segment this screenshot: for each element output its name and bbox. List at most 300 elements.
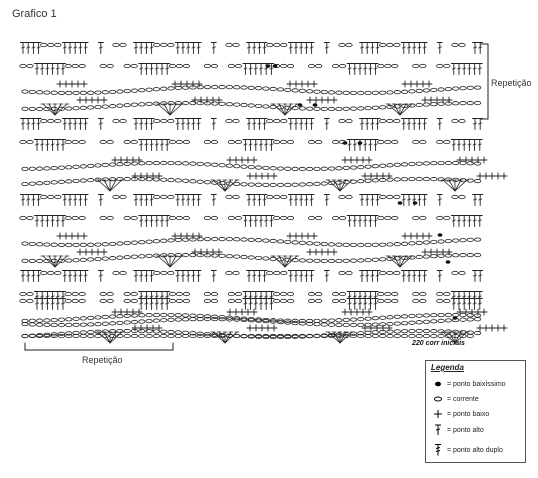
- double-crochet-stitch: [45, 64, 50, 75]
- chain-stitch: [197, 334, 203, 337]
- double-crochet-stitch: [375, 119, 380, 130]
- chain-stitch: [401, 334, 407, 337]
- chain-stitch: [431, 177, 437, 180]
- chain-stitch: [474, 86, 480, 89]
- double-crochet-stitch: [462, 64, 467, 75]
- single-crochet-stitch: [57, 233, 63, 239]
- single-crochet-stitch: [77, 249, 83, 255]
- chain-stitch: [66, 91, 72, 94]
- chain-stitch: [380, 119, 386, 122]
- chain-stitch: [413, 216, 419, 219]
- single-crochet-stitch: [501, 325, 507, 331]
- chain-stitch: [182, 162, 188, 165]
- chain-stitch: [20, 140, 26, 143]
- double-crochet-stitch: [165, 64, 170, 75]
- chain-stitch: [109, 242, 115, 245]
- double-crochet-stitch: [248, 64, 253, 75]
- chain-stitch: [197, 101, 203, 104]
- single-crochet-stitch: [305, 81, 311, 87]
- double-crochet-stitch: [473, 43, 478, 54]
- double-crochet-stitch: [165, 299, 170, 310]
- chain-stitch: [394, 322, 400, 325]
- chain-stitch: [314, 182, 320, 185]
- legend-item-slip-stitch: [431, 378, 506, 390]
- chain-stitch: [44, 167, 50, 170]
- double-crochet-stitch: [373, 216, 378, 227]
- chain-stitch: [73, 323, 79, 326]
- chain-stitch: [413, 292, 419, 295]
- chain-stitch: [113, 195, 119, 198]
- single-crochet-stitch: [81, 81, 87, 87]
- single-crochet-stitch: [362, 173, 368, 179]
- double-crochet-stitch: [360, 43, 365, 54]
- chain-stitch: [161, 271, 167, 274]
- chain-stitch: [365, 91, 371, 94]
- fan-stitch: [334, 180, 340, 191]
- chain-stitch: [204, 163, 210, 166]
- chain-stitch: [65, 292, 71, 295]
- chain-stitch: [161, 313, 167, 316]
- double-crochet-stitch: [55, 299, 60, 310]
- double-crochet-stitch: [134, 195, 139, 206]
- chain-stitch: [445, 102, 451, 105]
- chain-stitch: [307, 90, 313, 93]
- chain-stitch: [423, 162, 429, 165]
- chain-stitch: [235, 140, 241, 143]
- chain-stitch: [44, 243, 50, 246]
- chain-stitch: [176, 216, 182, 219]
- chain-stitch: [372, 331, 378, 334]
- chain-stitch: [113, 271, 119, 274]
- chain-stitch: [226, 85, 232, 88]
- chain-stitch: [27, 292, 33, 295]
- slip-stitch: [446, 260, 451, 264]
- single-crochet-stitch: [319, 249, 325, 255]
- chain-stitch: [36, 323, 42, 326]
- single-crochet-stitch: [368, 173, 374, 179]
- chain-stitch: [109, 256, 115, 259]
- chain-stitch: [65, 64, 71, 67]
- double-crochet-stitch: [144, 216, 149, 227]
- chain-stitch: [467, 162, 473, 165]
- chain-stitch: [102, 243, 108, 246]
- chain-stitch: [453, 313, 459, 316]
- single-crochet-stitch: [63, 233, 69, 239]
- double-crochet-stitch: [40, 299, 45, 310]
- chain-stitch: [95, 334, 101, 337]
- chain-stitch: [314, 334, 320, 337]
- chain-stitch: [343, 318, 349, 321]
- chain-stitch: [146, 313, 152, 316]
- chain-stitch: [299, 322, 305, 325]
- double-crochet-stitch: [175, 271, 180, 282]
- chain-stitch: [88, 91, 94, 94]
- chain-stitch: [474, 238, 480, 241]
- double-crochet-stitch: [62, 195, 67, 206]
- chain-stitch: [423, 177, 429, 180]
- chain-stitch: [100, 64, 106, 67]
- double-crochet-stitch: [247, 271, 252, 282]
- double-crochet-stitch: [472, 64, 477, 75]
- double-crochet-stitch: [247, 119, 252, 130]
- single-crochet-stitch: [348, 157, 354, 163]
- chain-stitch: [211, 64, 217, 67]
- chain-stitch: [124, 64, 130, 67]
- double-crochet-stitch: [358, 64, 363, 75]
- chain-stitch: [36, 182, 42, 185]
- double-crochet-stitch: [40, 216, 45, 227]
- chain-stitch: [36, 319, 42, 322]
- chain-stitch: [211, 216, 217, 219]
- chain-stitch: [228, 299, 234, 302]
- chain-stitch: [182, 86, 188, 89]
- single-crochet-icon: [431, 408, 445, 420]
- double-crochet-stitch: [134, 119, 139, 130]
- chain-stitch: [161, 334, 167, 337]
- chain-stitch: [22, 167, 28, 170]
- double-crochet-stitch: [375, 271, 380, 282]
- chain-stitch: [139, 329, 145, 332]
- single-crochet-stitch: [489, 325, 495, 331]
- chain-stitch: [212, 317, 218, 320]
- chain-stitch: [401, 315, 407, 318]
- chain-stitch: [315, 299, 321, 302]
- chain-stitch: [445, 330, 451, 333]
- chain-stitch: [153, 330, 159, 333]
- chain-stitch: [274, 43, 280, 46]
- chain-stitch: [292, 167, 298, 170]
- single-crochet-stitch: [95, 97, 101, 103]
- chain-stitch: [22, 334, 28, 337]
- chain-stitch: [321, 259, 327, 262]
- chain-stitch: [248, 86, 254, 89]
- double-crochet-stitch: [149, 195, 154, 206]
- chain-stitch: [168, 178, 174, 181]
- chain-stitch: [299, 183, 305, 186]
- chain-stitch: [350, 91, 356, 94]
- double-crochet-stitch: [358, 140, 363, 151]
- chain-stitch: [234, 86, 240, 89]
- chain-stitch: [73, 91, 79, 94]
- chain-icon: [431, 393, 445, 405]
- chain-stitch: [120, 271, 126, 274]
- chain-stitch: [22, 259, 28, 262]
- double-crochet-stitch: [31, 271, 36, 282]
- chain-stitch: [343, 107, 349, 110]
- chain-stitch: [183, 292, 189, 295]
- double-crochet-stitch: [139, 64, 144, 75]
- chain-stitch: [146, 240, 152, 243]
- fan-stitch: [110, 180, 122, 191]
- chain-stitch: [287, 216, 293, 219]
- chain-stitch: [292, 321, 298, 324]
- double-crochet-stitch: [191, 195, 196, 206]
- chain-stitch: [241, 255, 247, 258]
- chain-stitch: [117, 242, 123, 245]
- slip-stitch: [313, 103, 318, 107]
- slip-stitch: [438, 233, 443, 237]
- chain-stitch: [22, 242, 28, 245]
- chain-stitch: [124, 89, 130, 92]
- chain-stitch: [387, 316, 393, 319]
- chain-stitch: [48, 119, 54, 122]
- chain-stitch: [445, 161, 451, 164]
- chain-stitch: [176, 64, 182, 67]
- chain-stitch: [124, 255, 130, 258]
- chain-stitch: [161, 239, 167, 242]
- chain-stitch: [380, 91, 386, 94]
- chain-stitch: [420, 140, 426, 143]
- chain-stitch: [460, 87, 466, 90]
- chain-stitch: [80, 165, 86, 168]
- chain-stitch: [474, 253, 480, 256]
- single-crochet-stitch: [63, 81, 69, 87]
- chain-stitch: [79, 292, 85, 295]
- double-crochet-stitch: [144, 271, 149, 282]
- chain-stitch: [36, 107, 42, 110]
- chain-stitch: [358, 259, 364, 262]
- chain-stitch: [241, 86, 247, 89]
- chain-stitch: [102, 330, 108, 333]
- double-crochet-stitch: [36, 271, 41, 282]
- double-crochet-stitch: [149, 140, 154, 151]
- chain-stitch: [219, 164, 225, 167]
- chain-stitch: [117, 314, 123, 317]
- chain-stitch: [190, 317, 196, 320]
- chain-stitch: [107, 299, 113, 302]
- chain-stitch: [233, 271, 239, 274]
- double-crochet-stitch: [139, 43, 144, 54]
- double-crochet-stitch: [196, 119, 201, 130]
- chain-stitch: [226, 237, 232, 240]
- double-crochet-stitch: [365, 43, 370, 54]
- chain-stitch: [51, 91, 57, 94]
- chain-stitch: [339, 271, 345, 274]
- double-crochet-stitch: [294, 195, 299, 206]
- chain-stitch: [72, 292, 78, 295]
- chain-stitch: [153, 334, 159, 337]
- chain-stitch: [401, 329, 407, 332]
- double-crochet-stitch: [248, 216, 253, 227]
- chain-stitch: [459, 43, 465, 46]
- chain-stitch: [343, 323, 349, 326]
- single-crochet-stitch: [342, 309, 348, 315]
- double-crochet-stitch: [264, 140, 269, 151]
- double-crochet-stitch: [259, 140, 264, 151]
- chain-stitch: [321, 90, 327, 93]
- double-crochet-stitch: [98, 119, 103, 130]
- double-crochet-stitch: [211, 119, 216, 130]
- chain-stitch: [263, 257, 269, 260]
- double-crochet-stitch: [299, 119, 304, 130]
- chain-stitch: [339, 299, 345, 302]
- single-crochet-stitch: [57, 81, 63, 87]
- double-crochet-stitch: [451, 64, 456, 75]
- chain-stitch: [190, 180, 196, 183]
- chain-stitch: [79, 140, 85, 143]
- chain-stitch: [444, 140, 450, 143]
- double-crochet-stitch: [83, 119, 88, 130]
- chain-stitch: [161, 330, 167, 333]
- double-crochet-stitch: [78, 119, 83, 130]
- double-crochet-stitch: [68, 119, 73, 130]
- double-crochet-stitch: [299, 43, 304, 54]
- chain-stitch: [394, 271, 400, 274]
- single-crochet-stitch: [408, 233, 414, 239]
- chain-stitch: [117, 256, 123, 259]
- chain-stitch: [146, 88, 152, 91]
- chain-stitch: [336, 181, 342, 184]
- single-crochet-stitch: [69, 81, 75, 87]
- chain-stitch: [332, 216, 338, 219]
- legend-title: Legenda: [431, 363, 464, 372]
- double-crochet-stitch: [262, 195, 267, 206]
- chain-stitch: [346, 119, 352, 122]
- double-crochet-stitch: [50, 216, 55, 227]
- chain-stitch: [124, 177, 130, 180]
- double-crochet-stitch: [139, 271, 144, 282]
- slip-stitch: [413, 201, 418, 205]
- double-crochet-stitch: [73, 43, 78, 54]
- single-crochet-stitch: [408, 81, 414, 87]
- chain-stitch: [358, 323, 364, 326]
- single-crochet-stitch: [81, 233, 87, 239]
- single-crochet-stitch: [239, 309, 245, 315]
- single-crochet-stitch: [311, 233, 317, 239]
- repeat-bracket-right: [481, 44, 488, 119]
- chain-stitch: [20, 216, 26, 219]
- chain-stitch: [161, 119, 167, 122]
- single-crochet-stitch: [247, 325, 253, 331]
- chain-stitch: [438, 88, 444, 91]
- double-crochet-stitch: [262, 119, 267, 130]
- chain-stitch: [416, 103, 422, 106]
- chain-stitch: [444, 216, 450, 219]
- chain-stitch: [270, 257, 276, 260]
- chain-stitch: [146, 254, 152, 257]
- chain-stitch: [387, 119, 393, 122]
- single-crochet-stitch: [245, 157, 251, 163]
- double-crochet-stitch: [262, 271, 267, 282]
- chain-stitch: [29, 107, 35, 110]
- double-crochet-stitch: [248, 140, 253, 151]
- double-crochet-stitch: [36, 119, 41, 130]
- chain-stitch: [467, 238, 473, 241]
- chain-stitch: [36, 259, 42, 262]
- double-crochet-stitch: [412, 271, 417, 282]
- double-crochet-stitch: [422, 43, 427, 54]
- double-crochet-stitch: [50, 64, 55, 75]
- legend-box: [425, 360, 526, 463]
- double-crochet-stitch: [457, 140, 462, 151]
- chain-stitch: [102, 315, 108, 318]
- chain-stitch: [372, 317, 378, 320]
- chain-stitch: [234, 164, 240, 167]
- chain-stitch: [102, 105, 108, 108]
- chain-stitch: [168, 43, 174, 46]
- single-crochet-stitch: [75, 81, 81, 87]
- chain-stitch: [65, 299, 71, 302]
- double-crochet-stitch: [304, 119, 309, 130]
- chain-stitch: [409, 329, 415, 332]
- chain-stitch: [339, 43, 345, 46]
- chain-stitch: [204, 85, 210, 88]
- chain-stitch: [139, 162, 145, 165]
- chain-stitch: [212, 102, 218, 105]
- double-crochet-stitch: [288, 271, 293, 282]
- chain-stitch: [131, 89, 137, 92]
- double-crochet-stitch: [196, 195, 201, 206]
- chain-stitch: [161, 195, 167, 198]
- chain-stitch: [131, 103, 137, 106]
- single-crochet-stitch: [233, 309, 239, 315]
- single-crochet-stitch: [95, 249, 101, 255]
- double-crochet-stitch: [40, 64, 45, 75]
- chain-stitch: [387, 330, 393, 333]
- treble-crochet-icon: [431, 444, 445, 456]
- double-crochet-stitch: [68, 271, 73, 282]
- chain-stitch: [100, 292, 106, 295]
- chain-stitch: [285, 167, 291, 170]
- single-crochet-stitch: [112, 157, 118, 163]
- chain-stitch: [273, 140, 279, 143]
- chain-stitch: [314, 259, 320, 262]
- chain-stitch: [336, 91, 342, 94]
- chain-stitch: [416, 89, 422, 92]
- chain-stitch: [131, 299, 137, 302]
- chain-stitch: [267, 43, 273, 46]
- double-crochet-stitch: [472, 140, 477, 151]
- chain-stitch: [394, 330, 400, 333]
- chain-stitch: [131, 334, 137, 337]
- chain-stitch: [401, 322, 407, 325]
- chain-stitch: [204, 292, 210, 295]
- chain-stitch: [263, 105, 269, 108]
- chain-stitch: [270, 239, 276, 242]
- chain-stitch: [307, 259, 313, 262]
- chain-stitch: [241, 238, 247, 241]
- chain-stitch: [452, 119, 458, 122]
- chain-stitch: [131, 162, 137, 165]
- single-crochet-stitch: [245, 309, 251, 315]
- chain-stitch: [241, 103, 247, 106]
- chain-stitch: [378, 299, 384, 302]
- chain-stitch: [124, 216, 130, 219]
- single-crochet-stitch: [259, 173, 265, 179]
- legend-label: = ponto baixo: [447, 410, 490, 418]
- chain-stitch: [58, 243, 64, 246]
- double-crochet-stitch: [62, 119, 67, 130]
- chain-stitch: [204, 299, 210, 302]
- single-crochet-stitch: [495, 173, 501, 179]
- chain-stitch: [226, 164, 232, 167]
- double-crochet-stitch: [467, 140, 472, 151]
- chain-stitch: [102, 322, 108, 325]
- chain-stitch: [248, 183, 254, 186]
- chain-stitch: [51, 243, 57, 246]
- chain-stitch: [387, 178, 393, 181]
- double-crochet-stitch: [477, 140, 482, 151]
- double-crochet-stitch: [149, 43, 154, 54]
- chain-stitch: [416, 177, 422, 180]
- chain-stitch: [168, 334, 174, 337]
- chain-stitch: [431, 329, 437, 332]
- double-crochet-stitch: [26, 43, 31, 54]
- chain-stitch: [392, 64, 398, 67]
- double-crochet-stitch: [472, 299, 477, 310]
- chain-stitch: [321, 107, 327, 110]
- chain-stitch: [431, 320, 437, 323]
